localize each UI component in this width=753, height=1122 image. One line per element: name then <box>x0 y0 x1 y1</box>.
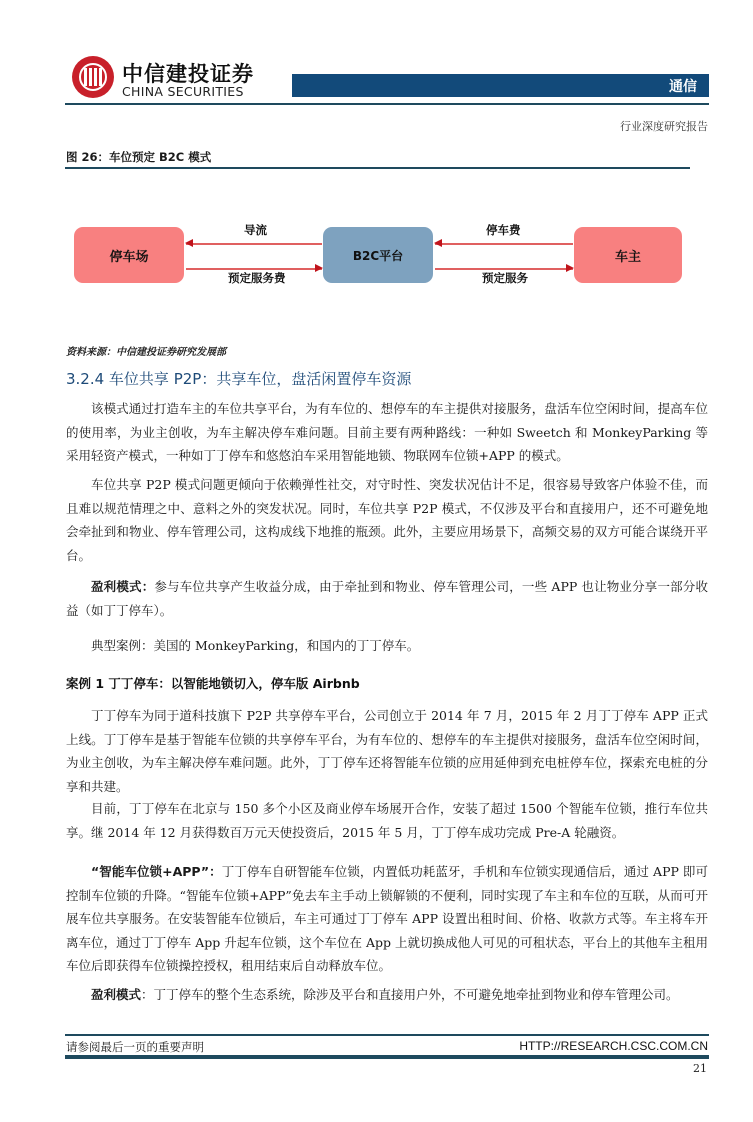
node-b2c-platform <box>323 227 433 283</box>
paragraph-8-lead: 盈利模式 <box>91 987 142 1002</box>
paragraph-3 <box>66 575 708 622</box>
paragraph-5: 丁丁停车为同于道科技旗下 P2P 共享停车平台，公司创立于 2014 年 7 月，2015 年 2 月丁丁停车 APP 正式上线。丁丁停车是基于智能车位锁的共享停车平台，为有车位的、想停车的车主提供对接服务，盘活车位空闲时间，为业主创收，为车主解决停车难问题。此外，丁丁停车还将智能车位锁的应用延伸到充电桩停车位，探索充电桩的分享和共建。 <box>66 708 708 794</box>
node-b2c-platform-label: B2C平台 <box>352 248 404 263</box>
node-car-owner <box>574 227 682 283</box>
company-logo-icon <box>72 56 114 98</box>
paragraph-6: 目前，丁丁停车在北京与 150 多个小区及商业停车场展开合作，安装了超过 1500 个智能车位锁，推行车位共享。继 2014 年 12 月获得数百万元天使投资后，2015 年 5 月，丁丁停车成功完成 Pre-A 轮融资。 <box>66 801 708 840</box>
header-divider <box>65 103 709 105</box>
node-car-owner-label: 车主 <box>614 249 641 265</box>
paragraph-3-body: 参与车位共享产生收益分成，由于牵扯到和物业、停车管理公司，一些 APP 也让物业分享一部分收益（如丁丁停车）。 <box>66 579 708 618</box>
paragraph-4: 典型案例：美国的 MonkeyParking，和国内的丁丁停车。 <box>91 638 420 653</box>
figure-title: 图 26：车位预定 B2C 模式 <box>66 150 212 164</box>
paragraph-8-body: ：丁丁停车的整个生态系统，除涉及平台和直接用户外，不可避免地牵扯到物业和停车管理公司。 <box>141 987 679 1002</box>
footer-disclaimer-link[interactable]: 请参阅最后一页的重要声明 <box>66 1040 204 1054</box>
footer-divider-top <box>65 1034 709 1036</box>
node-parking-lot <box>74 227 184 283</box>
paragraph-7-body: 丁丁停车自研智能车位锁，内置低功耗蓝牙，手机和车位锁实现通信后，通过 APP 即可控制车位锁的升降。“智能车位锁+APP”免去车主手动上锁解锁的不便利，同时实现了车主和车位的互联，从而可开展车位共享服务。在安装智能车位锁后，车主可通过丁丁停车 APP 设置出租时间、价格、收款方式等。车主将车开离车位，通过丁丁停车 App 升起车位锁，这个车位在 App 上就切换成他人可见的可租状态，平台上的其他车主租用车位后即获得车位锁操控授权，租用结束后自动释放车位。 <box>66 864 709 973</box>
logo-chinese-name: 中信建投证券 <box>122 62 254 86</box>
node-parking-lot-label: 停车场 <box>109 249 149 265</box>
case-study-heading: 案例 1 丁丁停车：以智能地锁切入，停车版 Airbnb <box>66 676 360 691</box>
arrow-owner-to-platform <box>435 243 573 245</box>
flow-label-traffic: 导流 <box>244 223 267 237</box>
industry-label: 通信 <box>669 79 697 95</box>
flow-label-booking-fee: 预定服务费 <box>228 271 286 285</box>
paragraph-8 <box>66 983 708 1007</box>
footer-url-link[interactable]: HTTP://RESEARCH.CSC.COM.CN <box>519 1039 708 1053</box>
logo-english-name: CHINA SECURITIES <box>122 84 244 99</box>
paragraph-2: 车位共享 P2P 模式问题更倾向于依赖弹性社交，对守时性、突发状况估计不足，很容易导致客户体验不佳，而且难以规范情理之中、意料之外的突发状况。同时，车位共享 P2P 模式，不仅涉及平台和直接用户，还不可避免地会牵扯到和物业、停车管理公司，这构成线下地推的瓶颈。此外，主要应用场景下，高频交易的双方可能合谋绕开平台。 <box>66 477 708 563</box>
section-heading: 3.2.4 车位共享 P2P：共享车位，盘活闲置停车资源 <box>66 370 412 388</box>
report-type: 行业深度研究报告 <box>620 120 708 133</box>
page-number: 21 <box>693 1062 707 1075</box>
paragraph-7 <box>66 860 708 978</box>
flow-label-parking-fee: 停车费 <box>486 223 521 237</box>
arrow-platform-to-parking <box>186 243 322 245</box>
industry-banner <box>292 74 709 97</box>
figure-source: 资料来源：中信建投证券研究发展部 <box>66 347 226 358</box>
flow-label-booking-service: 预定服务 <box>482 271 528 285</box>
paragraph-3-lead: 盈利模式： <box>91 579 155 594</box>
figure-title-divider <box>65 167 690 169</box>
footer-divider-bottom <box>65 1055 709 1059</box>
paragraph-1: 该模式通过打造车主的车位共享平台，为有车位的、想停车的车主提供对接服务，盘活车位空闲时间，提高车位的使用率，为业主创收，为车主解决停车难问题。目前主要有两种路线：一种如 Sweetch 和 MonkeyParking 等采用轻资产模式，一种如丁丁停车和悠悠泊车采用智能地锁、物联网车位锁+APP 的模式。 <box>66 401 708 463</box>
paragraph-7-lead: “智能车位锁+APP”： <box>91 864 222 879</box>
